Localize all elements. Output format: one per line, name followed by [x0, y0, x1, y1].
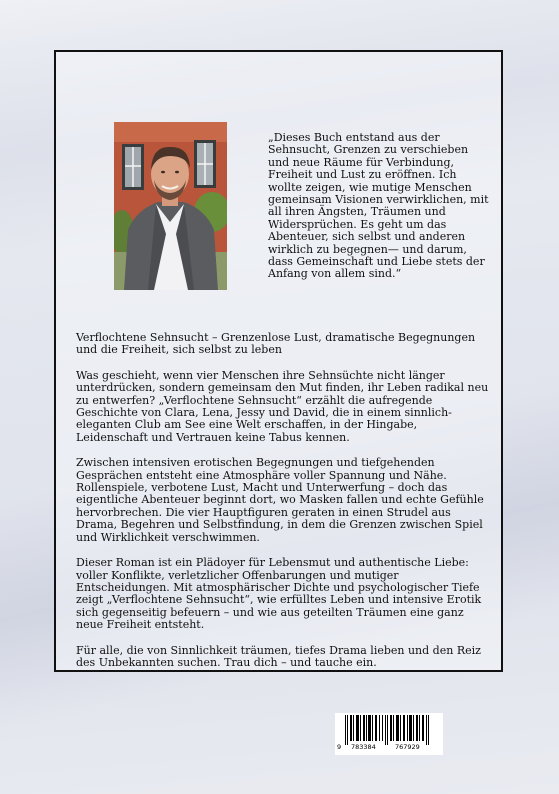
barcode-left-digits: 783384	[351, 743, 376, 751]
author-portrait-image	[114, 122, 227, 290]
blurb-paragraph: Zwischen intensiven erotischen Begegnungen und tiefgehenden Gesprächen entsteht eine Atmosphäre voller Spannung und Nähe. Rollenspiele, verbotene Lust, Macht und Unterwerfung – doch das eigentliche Abenteuer beginnt dort, wo Masken fallen und echte Gefühle hervorbrechen. Die vier Hauptfiguren geraten in einen Strudel aus Drama, Begehren und Selbstfindung, in dem die Grenzen zwischen Spiel und Wirklichkeit verschwimmen.	[76, 456, 484, 544]
barcode-bars-icon	[339, 715, 439, 745]
book-blurb	[76, 332, 491, 682]
author-quote: „Dieses Buch entstand aus der Sehnsucht, Grenzen zu verschieben und neue Räume für Verbindung, Freiheit und Lust zu eröffnen. Ich wollte zeigen, wie mutige Menschen gemeinsam Visionen verwirklichen, mit all ihren Ängsten, Träumen und Widersprüchen. Es geht um das Abenteuer, sich selbst und anderen wirklich zu begegnen— und darum, dass Gemeinschaft und Liebe stets der Anfang von allem sind.“	[268, 131, 489, 281]
blurb-paragraph: Dieser Roman ist ein Plädoyer für Lebensmut und authentische Liebe: voller Konflikte, verletzlicher Offenbarungen und mutiger Entscheidungen. Mit atmosphärischer Dichte und psychologischer Tiefe zeigt „Verflochtene Sehnsucht“, wie erfülltes Leben und intensive Erotik sich gegenseitig befeuern – und wie aus geteilten Träumen eine ganz neue Freiheit entsteht.	[76, 556, 482, 632]
barcode-lead-digit: 9	[337, 743, 342, 751]
author-photo	[114, 122, 227, 290]
blurb-title: Verflochtene Sehnsucht – Grenzenlose Lust, dramatische Begegnungen und die Freiheit, sich selbst zu leben	[76, 331, 476, 357]
barcode-right-digits: 767929	[395, 743, 420, 751]
blurb-paragraph: Für alle, die von Sinnlichkeit träumen, tiefes Drama lieben und den Reiz des Unbekannten suchen. Trau dich – und tauche ein.	[76, 643, 481, 669]
back-cover-frame	[54, 50, 503, 672]
isbn-barcode	[335, 713, 443, 755]
blurb-paragraph: Was geschieht, wenn vier Menschen ihre Sehnsüchte nicht länger unterdrücken, sondern gemeinsam den Mut finden, ihr Leben radikal neu zu entwerfen? „Verflochtene Sehnsucht“ erzählt die aufregende Geschichte von Clara, Lena, Jessy und David, die in einem sinnlich-eleganten Club am See eine Welt erschaffen, in der Hingabe, Leidenschaft und Vertrauen keine Tabus kennen.	[76, 368, 489, 444]
